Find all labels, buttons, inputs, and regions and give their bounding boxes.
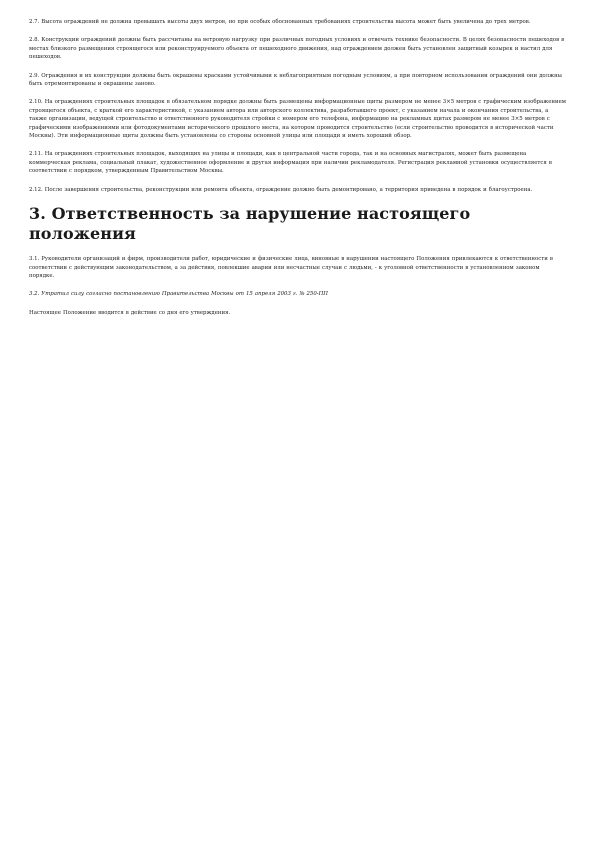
closing-line: Настоящее Положение вводится в действие со дня его утверждения. (29, 309, 231, 316)
paragraph-2-10: 2.10. На ограждениях строительных площадок в обязательном порядке должны быть размещены информационные щиты размером не менее 3×5 метров с графическим изображением строящегося объекта, с краткой его характеристикой, с указанием автора или авторского коллектива, разработавшего проект, с указанием начала и окончания строительства, а также организации, ведущей строительство и ответственного руководителя стройки с номером его телефона, информацию на рекламных щитах размером не менее 3×5 метров с графическими изображениями или фотодокументами исторического прошлого места, на котором проводится строительство (если строительство проводится в исторической части Москвы). Эти информационные щиты должны быть установлены со стороны основной улицы или площади и иметь хороший обзор. (29, 99, 566, 140)
paragraph-2-9: 2.9. Ограждения и их конструкции должны быть окрашены красками устойчивыми к неблагоприятным погодным условиям, а при повторном использовании ограждений они должны быть отремонтированы и окрашены заново. (29, 72, 562, 88)
paragraph-2-12: 2.12. После завершения строительства, реконструкции или ремонта объекта, ограждение должно быть демонтировано, а территория приведена в порядок и благоустроена. (29, 186, 533, 193)
section-3-heading: 3. Ответственность за нарушение настоящего положения (29, 204, 471, 244)
paragraph-2-7: 2.7. Высота ограждений не должна превышать высоты двух метров, но при особых обоснованных требованиях строительства высота может быть увеличена до трех метров. (29, 19, 531, 25)
paragraph-2-8: 2.8. Конструкции ограждений должны быть рассчитаны на ветровую нагрузку при различных погодных условиях и отвечать технике безопасности. В целях безопасности пешеходов в местах близкого размещения строящегося или реконструируемого объекта от пешеходного движения, над ограждением должен быть установлен защитный козырек и настил для пешеходов. (29, 37, 565, 61)
paragraph-3-1: 3.1. Руководители организаций и фирм, производители работ, юридические и физические лица, виновные в нарушении настоящего Положения привлекаются к ответственности в соответствии с действующим законодательством, а за действия, повлекшие аварии или несчастные случаи с людьми, - к уголовной ответственности в установленном законом порядке. (29, 256, 553, 279)
paragraph-2-11: 2.11. На ограждениях строительных площадок, выходящих на улицы и площади, как в центральной части города, так и на основных магистралях, может быть размещена коммерческая реклама, социальный плакат, художественное оформление и другая информация при наличии рекламодателя. Регистрация рекламной установки осуществляется в соответствии с порядком, утвержденным Правительством Москвы. (29, 151, 552, 175)
paragraph-3-2: 3.2. Утратил силу согласно постановлению Правительства Москвы от 15 апреля 2003 г. № 250-ПП (29, 291, 329, 298)
